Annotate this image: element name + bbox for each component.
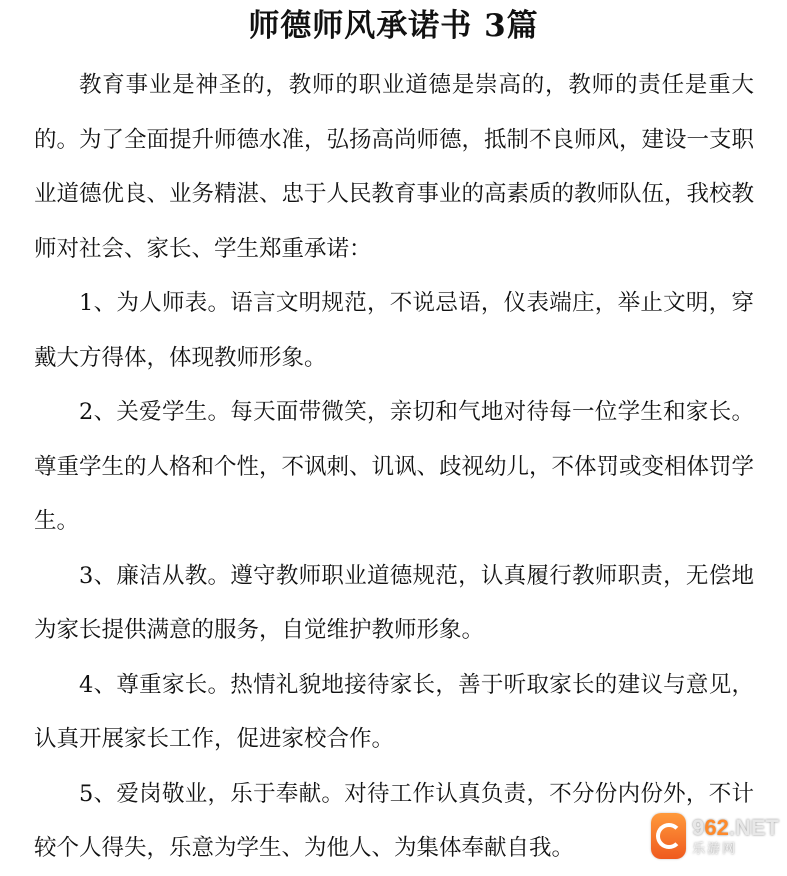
document-title: 师德师风承诺书 3篇 [248,8,539,44]
pledge-item-2: 2、关爱学生。每天面带微笑，亲切和气地对待每一位学生和家长。尊重学生的人格和个性，不讽刺、讥讽、歧视幼儿，不体罚或变相体罚学生。 [34,399,755,534]
site-watermark [651,811,779,861]
watermark-mark-icon [656,823,682,849]
intro-paragraph: 教育事业是神圣的，教师的职业道德是崇高的，教师的责任是重大的。为了全面提升师德水准，弘扬高尚师德，抵制不良师风，建设一支职业道德优良、业务精湛、忠于人民教育事业的高素质的教师队伍，我校教师对社会、家长、学生郑重承诺： [34,72,755,262]
watermark-text [692,817,779,855]
pledge-item-1: 1、为人师表。语言文明规范，不说忌语，仪表端庄，举止文明，穿戴大方得体，体现教师形象。 [34,290,754,371]
watermark-brand: 962.NET [692,815,779,840]
pledge-item-5: 5、爱岗敬业，乐于奉献。对待工作认真负责，不分份内份外，不计较个人得失，乐意为学生、为他人、为集体奉献自我。 [34,780,754,861]
document-body [34,58,754,876]
watermark-subtitle: 乐游网 [692,841,738,856]
pledge-item-3: 3、廉洁从教。遵守教师职业道德规范，认真履行教师职责，无偿地为家长提供满意的服务，自觉维护教师形象。 [34,562,754,643]
watermark-logo-icon [651,813,686,859]
pledge-item-4: 4、尊重家长。热情礼貌地接待家长，善于听取家长的建议与意见，认真开展家长工作，促进家校合作。 [34,671,754,752]
